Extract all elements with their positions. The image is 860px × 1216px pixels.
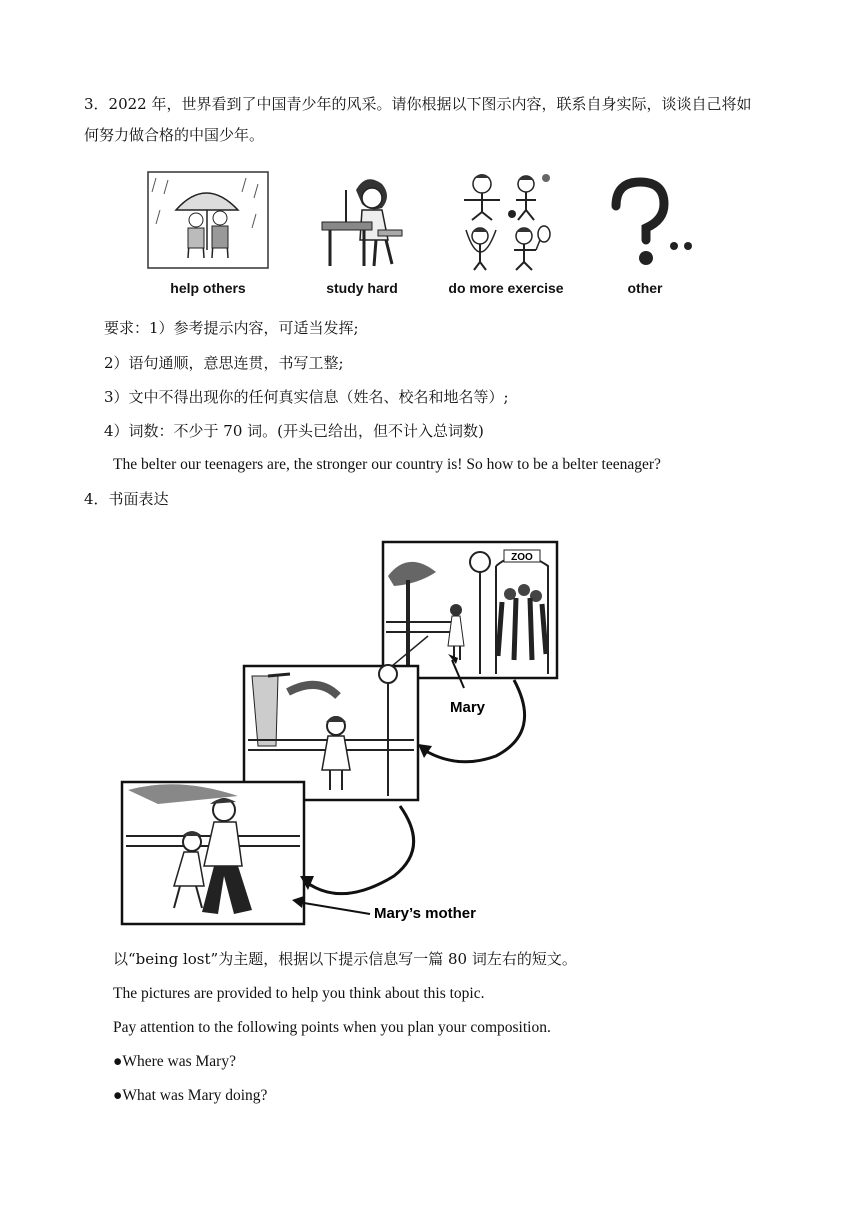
comic-panel-zoo-entrance [380, 542, 557, 678]
q3-requirement-3: 3）文中不得出现你的任何真实信息（姓名、校名和地名等）; [104, 388, 509, 406]
q4-paragraph-2: Pay attention to the following points when you plan your composition. [113, 1019, 551, 1036]
q3-prompt-line1: 3．2022 年，世界看到了中国青少年的风采。请你根据以下图示内容，联系自身实际，谈谈自己将如 [84, 95, 752, 113]
q3-requirement-1: 要求：1）参考提示内容，可适当发挥; [104, 319, 359, 337]
q3-opening-sentence: The belter our teenagers are, the stronger our country is! So how to be a belter teenager? [113, 456, 661, 473]
do-more-exercise-picture [456, 170, 556, 274]
q3-requirement-2: 2）语句通顺，意思连贯，书写工整; [104, 354, 344, 372]
comic-panel-mother-reunion [122, 782, 304, 924]
help-others-picture [146, 170, 270, 270]
zoo-sign: ZOO [511, 552, 533, 563]
q4-bullet-1: ●Where was Mary? [113, 1053, 236, 1070]
umbrella-helping-icon [146, 170, 270, 270]
study-hard-caption: study hard [326, 280, 398, 296]
help-others-caption: help others [170, 280, 246, 296]
q4-paragraph-1: The pictures are provided to help you think about this topic. [113, 985, 485, 1002]
sports-kids-icon [456, 170, 556, 274]
label-mary: Mary [450, 699, 486, 716]
comic-illustration [118, 536, 562, 928]
q4-title: 4．书面表达 [84, 490, 169, 508]
label-marys-mother: Mary’s mother [374, 905, 476, 922]
q3-prompt-line2: 何努力做合格的中国少年。 [84, 126, 265, 144]
do-more-exercise-caption: do more exercise [448, 280, 564, 296]
lost-girl-comic [118, 536, 562, 928]
q4-intro: 以“being lost”为主题，根据以下提示信息写一篇 80 词左右的短文。 [113, 950, 577, 968]
q3-requirement-4: 4）词数：不少于 70 词。(开头已给出，但不计入总词数) [104, 422, 484, 440]
other-caption: other [627, 280, 663, 296]
q4-bullet-2: ●What was Mary doing? [113, 1087, 268, 1104]
student-desk-icon [316, 170, 408, 274]
comic-panel-girl-alone [244, 665, 418, 800]
other-picture [602, 176, 698, 272]
question-mark-icon [602, 176, 698, 272]
study-hard-picture [316, 170, 408, 274]
